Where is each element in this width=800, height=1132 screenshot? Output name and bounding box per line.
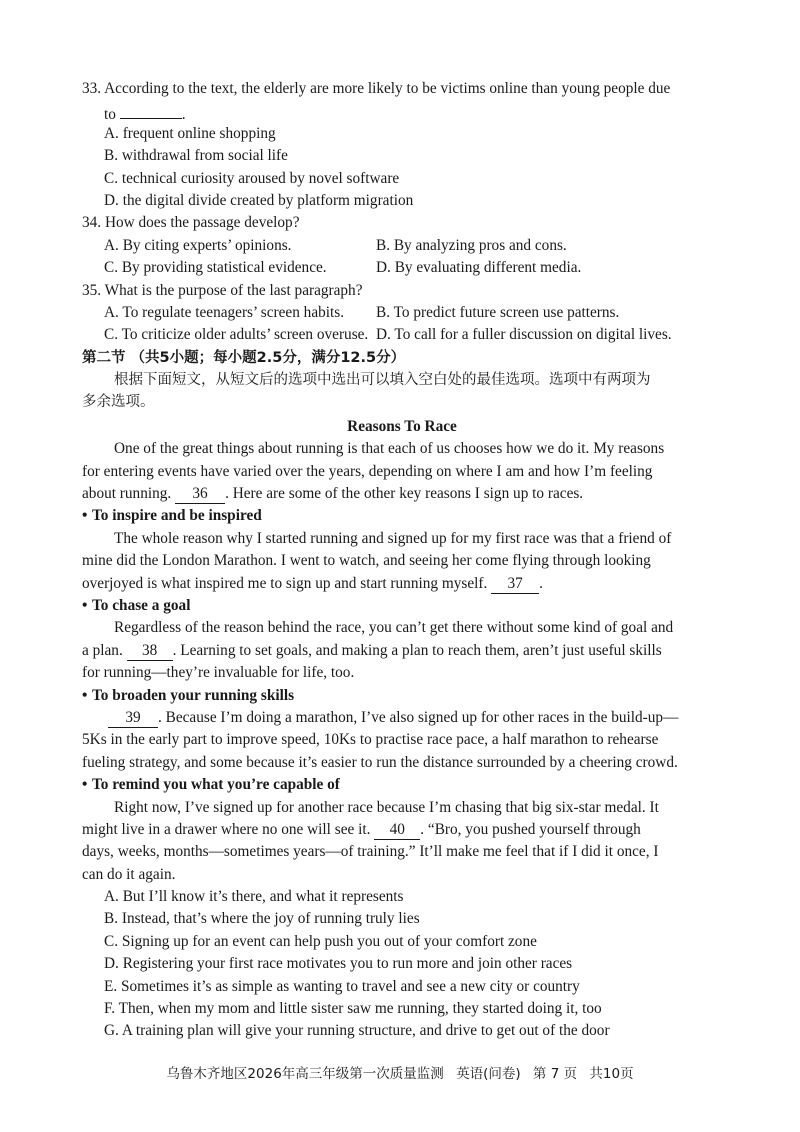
intro-line1: One of the great things about running is that each of us chooses how we do it. My reasons [114, 440, 665, 458]
s1-line3-prefix: overjoyed is what inspired me to sign up and start running myself. [82, 574, 488, 592]
q33-option-b: B. withdrawal from social life [104, 147, 288, 165]
intro-line3-prefix: about running. [82, 485, 172, 503]
choice-g: G. A training plan will give your running structure, and drive to get out of the door [104, 1022, 610, 1040]
q33-stem-suffix: . [181, 106, 186, 124]
q35-option-a: A. To regulate teenagers’ screen habits. [104, 303, 345, 321]
s4-line3: days, weeks, months—sometimes years—of training.” It’ll make me feel that if I did it once, I [82, 843, 659, 861]
subheading-skills-text: To broaden your running skills [92, 686, 295, 704]
intro-line2: for entering events have varied over the years, depending on where I am and how I’m feeling [82, 462, 653, 480]
q33-stem-prefix: to [104, 106, 116, 124]
page-content [82, 78, 722, 1043]
blank-38: 38 [127, 642, 173, 661]
s4-line1: Right now, I’ve signed up for another race because I’m chasing that big six-star medal. It [114, 798, 659, 816]
q33-option-a: A. frequent online shopping [104, 124, 276, 142]
subheading-goal [82, 595, 722, 617]
q33-stem-line1: 33. According to the text, the elderly are more likely to be victims online than young people due [82, 80, 671, 97]
s3-line1 [82, 707, 722, 729]
footer-page-number: 第 7 页 [532, 1066, 578, 1082]
q35-options-row2 [82, 324, 722, 346]
q34-options-row2 [82, 257, 722, 279]
s2-line2-prefix: a plan. [82, 641, 123, 659]
intro-line3-suffix: . Here are some of the other key reasons I sign up to races. [225, 485, 584, 503]
s1-line1: The whole reason why I started running and signed up for my first race was that a friend of [114, 529, 672, 547]
section2-instruction-line2: 多余选项。 [82, 394, 155, 411]
q33-answer-blank [120, 100, 182, 119]
blank-36: 36 [175, 485, 225, 504]
bullet-dot-icon: • [82, 597, 88, 615]
subheading-skills [82, 685, 722, 707]
footer-total-pages: 共10页 [589, 1066, 634, 1082]
s1-line2: mine did the London Marathon. I went to watch, and seeing her come flying through looking [82, 552, 651, 570]
bullet-dot-icon: • [82, 507, 88, 525]
q35-option-d: D. To call for a fuller discussion on digital lives. [376, 326, 672, 344]
footer-subject: 英语(问卷) [456, 1066, 521, 1082]
subheading-capable-text: To remind you what you’re capable of [92, 776, 340, 794]
blank-37: 37 [491, 575, 539, 594]
s3-line2: 5Ks in the early part to improve speed, 10Ks to practise race pace, a half marathon to rehearse [82, 731, 659, 749]
q33-stem-line2 [82, 100, 722, 122]
q35-option-c: C. To criticize older adults’ screen overuse. [104, 326, 369, 344]
choice-e: E. Sometimes it’s as simple as wanting to travel and see a new city or country [104, 977, 580, 995]
choice-b: B. Instead, that’s where the joy of running truly lies [104, 910, 420, 928]
choice-d: D. Registering your first race motivates you to run more and join other races [104, 955, 573, 973]
s4-line2 [82, 819, 722, 841]
subheading-inspire [82, 505, 722, 527]
s1-line3-suffix: . [539, 574, 543, 592]
subheading-inspire-text: To inspire and be inspired [92, 507, 262, 525]
s2-line2 [82, 640, 722, 662]
q33-option-d: D. the digital divide created by platform migration [104, 191, 414, 209]
q34-option-d: D. By evaluating different media. [376, 259, 582, 277]
s2-line2-suffix: . Learning to set goals, and making a plan to reach them, aren’t just useful skills [172, 641, 662, 659]
section2-heading: 第二节 （共5小题；每小题2.5分，满分12.5分） [82, 349, 406, 366]
bullet-dot-icon: • [82, 686, 88, 704]
q34-option-b: B. By analyzing pros and cons. [376, 236, 567, 254]
section2-instruction-line1: 根据下面短文，从短文后的选项中选出可以填入空白处的最佳选项。选项中有两项为 [114, 372, 651, 389]
q34-options-row1 [82, 235, 722, 257]
q35-option-b: B. To predict future screen use patterns. [376, 303, 620, 321]
q35-options-row1 [82, 302, 722, 324]
s4-line2-suffix: . “Bro, you pushed yourself through [420, 820, 641, 838]
page-footer [0, 1063, 800, 1085]
blank-40: 40 [374, 821, 420, 840]
choice-c: C. Signing up for an event can help push you out of your comfort zone [104, 932, 537, 950]
s3-line1-suffix: . Because I’m doing a marathon, I’ve also signed up for other races in the build-up— [158, 708, 679, 726]
choice-f: F. Then, when my mom and little sister saw me running, they started doing it, too [104, 1000, 602, 1018]
intro-line3 [82, 483, 722, 505]
subheading-capable [82, 774, 722, 796]
passage-title: Reasons To Race [347, 417, 457, 435]
choice-a: A. But I’ll know it’s there, and what it represents [104, 888, 404, 906]
subheading-goal-text: To chase a goal [92, 597, 191, 615]
s4-line2-prefix: might live in a drawer where no one will see it. [82, 820, 371, 838]
section2-instruction [82, 369, 722, 414]
footer-exam-name: 乌鲁木齐地区2026年高三年级第一次质量监测 [166, 1066, 444, 1082]
blank-39: 39 [108, 709, 158, 728]
s4-line4: can do it again. [82, 865, 176, 883]
q33-option-c: C. technical curiosity aroused by novel software [104, 169, 400, 187]
bullet-dot-icon: • [82, 776, 88, 794]
q35-stem: 35. What is the purpose of the last paragraph? [82, 281, 363, 299]
s2-line3: for running—they’re invaluable for life, too. [82, 664, 355, 682]
q34-stem: 34. How does the passage develop? [82, 214, 300, 232]
s3-line3: fueling strategy, and some because it’s easier to run the distance surrounded by a cheering crowd. [82, 753, 678, 771]
s2-line1: Regardless of the reason behind the race, you can’t get there without some kind of goal and [114, 619, 674, 637]
q34-option-c: C. By providing statistical evidence. [104, 259, 327, 277]
s1-line3 [82, 573, 722, 595]
q34-option-a: A. By citing experts’ opinions. [104, 236, 292, 254]
